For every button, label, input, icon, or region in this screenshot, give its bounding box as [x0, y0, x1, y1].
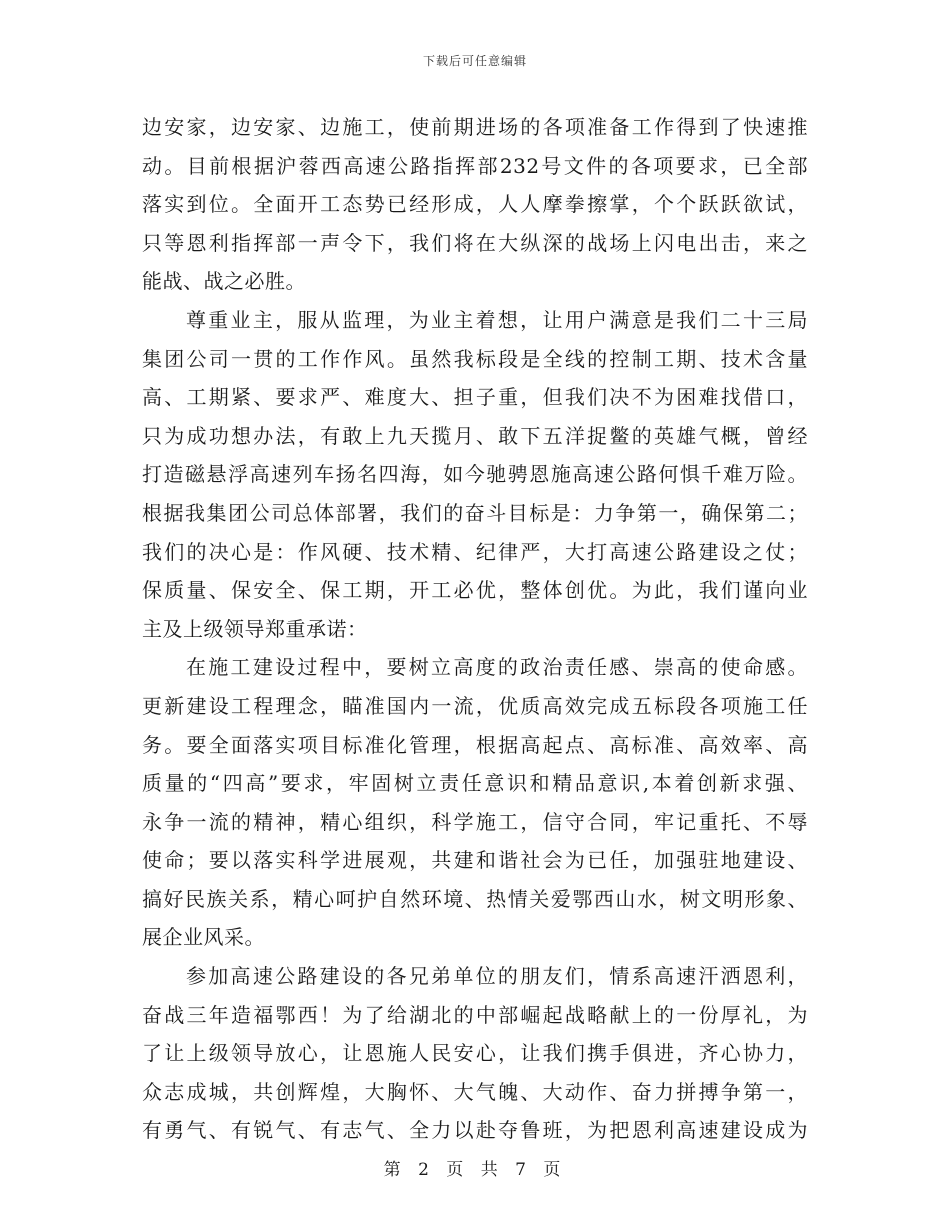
text-line: 众志成城，共创辉煌，大胸怀、大气魄、大动作、奋力拼搏争第一，: [142, 1079, 808, 1104]
text-line: 务。要全面落实项目标准化管理，根据高起点、高标准、高效率、高: [142, 732, 808, 757]
text-line: 展企业风采。: [142, 925, 265, 950]
text-line: 高、工期紧、要求严、难度大、担子重，但我们决不为困难找借口，: [142, 385, 808, 410]
paragraph-1: [142, 108, 808, 301]
text-line: 尊重业主，服从监理，为业主着想，让用户满意是我们二十三局: [186, 307, 808, 332]
text-line: 动。目前根据沪蓉西高速公路指挥部232号文件的各项要求，已全部: [142, 153, 808, 178]
text-line: 打造磁悬浮高速列车扬名四海，如今驰骋恩施高速公路何惧千难万险。: [142, 462, 808, 487]
text-line: 只为成功想办法，有敢上九天揽月、敢下五洋捉鳖的英雄气概，曾经: [142, 423, 808, 448]
text-line: 奋战三年造福鄂西！为了给湖北的中部崛起战略献上的一份厚礼，为: [142, 1002, 808, 1027]
text-line: 参加高速公路建设的各兄弟单位的朋友们，情系高速汗洒恩利，: [186, 964, 808, 989]
text-line: 我们的决心是：作风硬、技术精、纪律严，大打高速公路建设之仗；: [142, 539, 808, 564]
text-line: 有勇气、有锐气、有志气、全力以赴夺鲁班，为把恩利高速建设成为: [142, 1118, 808, 1143]
text-line: 质量的“四高”要求，牢固树立责任意识和精品意识,本着创新求强、: [142, 771, 808, 796]
document-body: [142, 108, 808, 1150]
page-header: 下载后可任意编辑: [422, 54, 527, 68]
text-line: 集团公司一贯的工作作风。虽然我标段是全线的控制工期、技术含量: [142, 346, 808, 371]
text-line: 能战、战之必胜。: [142, 269, 306, 294]
text-line: 了让上级领导放心，让恩施人民安心，让我们携手俱进，齐心协力，: [142, 1041, 808, 1066]
text-line: 永争一流的精神，精心组织，科学施工，信守合同，牢记重托、不辱: [142, 809, 808, 834]
paragraph-3: [142, 648, 808, 957]
text-line: 边安家，边安家、边施工，使前期进场的各项准备工作得到了快速推: [142, 115, 808, 139]
text-line: 搞好民族关系，精心呵护自然环境、热情关爱鄂西山水，树文明形象、: [142, 886, 808, 911]
text-line: 更新建设工程理念，瞄准国内一流，优质高效完成五标段各项施工任: [142, 693, 808, 718]
text-line: 落实到位。全面开工态势已经形成，人人摩拳擦掌，个个跃跃欲试，: [142, 192, 808, 217]
text-line: 使命；要以落实科学进展观，共建和谐社会为已任，加强驻地建设、: [142, 848, 808, 873]
text-line: 主及上级领导郑重承诺：: [142, 616, 368, 641]
paragraph-4: [142, 957, 808, 1150]
text-line: 在施工建设过程中，要树立高度的政治责任感、崇高的使命感。: [186, 655, 808, 680]
text-line: 保质量、保安全、保工期，开工必优，整体创优。为此，我们谨向业: [142, 578, 808, 603]
text-line: 根据我集团公司总体部署，我们的奋斗目标是：力争第一，确保第二；: [142, 500, 808, 525]
text-line: 只等恩利指挥部一声令下，我们将在大纵深的战场上闪电出击，来之: [142, 230, 808, 255]
paragraph-2: [142, 301, 808, 648]
page-footer: 第 2 页 共 7 页: [383, 1160, 567, 1180]
